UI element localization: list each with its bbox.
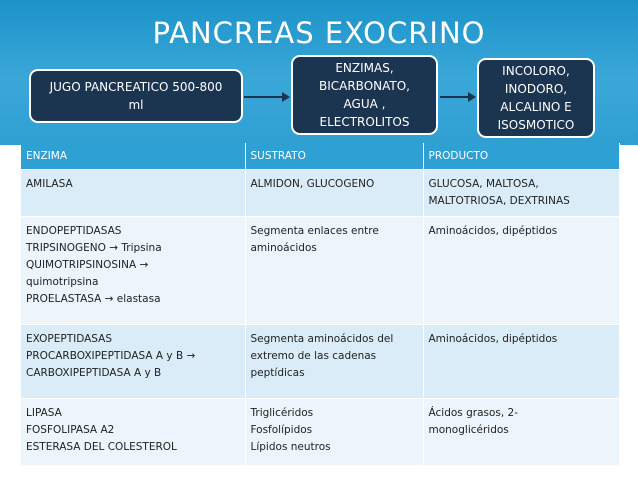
cell-producto	[423, 170, 619, 217]
cell-enzima	[21, 170, 245, 217]
cell-line: monoglicéridos	[428, 424, 509, 436]
incoloro-line-4: ISOSMOTICO	[497, 118, 575, 132]
cell-line: FOSFOLIPASA A2	[26, 424, 115, 436]
cell-line: Segmenta enlaces entre	[250, 225, 379, 237]
cell-line: ALMIDON, GLUCOGENO	[250, 178, 375, 190]
arrow-1	[244, 96, 284, 98]
cell-line: ESTERASA DEL COLESTEROL	[26, 441, 177, 453]
table-row	[21, 170, 619, 217]
cell-line: PROELASTASA → elastasa	[26, 293, 161, 305]
cell-line: Fosfolípidos	[250, 424, 313, 436]
cell-line: LIPASA	[26, 407, 62, 419]
cell-line: QUIMOTRIPSINOSINA →	[26, 259, 149, 271]
cell-line: PROCARBOXIPEPTIDASA A y B →	[26, 350, 196, 362]
incoloro-line-1: INCOLORO,	[502, 64, 570, 78]
incoloro-line-3: ALCALINO E	[500, 100, 572, 114]
jugo-line-2: ml	[128, 98, 144, 112]
cell-producto	[423, 399, 619, 465]
enzimas-line-3: AGUA ,	[343, 97, 386, 111]
cell-line: ENDOPEPTIDASAS	[26, 225, 122, 237]
enzimas-line-4: ELECTROLITOS	[319, 115, 410, 129]
cell-line: peptídicas	[250, 367, 305, 379]
enzimas-box	[291, 55, 438, 135]
table-header-row	[21, 143, 619, 170]
cell-enzima	[21, 217, 245, 325]
incoloro-box	[477, 58, 595, 138]
cell-line: Aminoácidos, dipéptidos	[428, 225, 558, 237]
table-row	[21, 217, 619, 325]
enzimas-line-1: ENZIMAS,	[335, 61, 394, 75]
cell-line: Triglicéridos	[250, 407, 314, 419]
header-producto: PRODUCTO	[423, 143, 619, 170]
cell-line: extremo de las cadenas	[250, 350, 377, 362]
cell-producto	[423, 325, 619, 399]
header-sustrato: SUSTRATO	[245, 143, 423, 170]
cell-line: GLUCOSA, MALTOSA,	[428, 178, 539, 190]
cell-sustrato	[245, 399, 423, 465]
cell-line: EXOPEPTIDASAS	[26, 333, 113, 345]
cell-sustrato	[245, 217, 423, 325]
cell-sustrato	[245, 325, 423, 399]
table-row	[21, 325, 619, 399]
header-enzima: ENZIMA	[21, 143, 245, 170]
cell-line: CARBOXIPEPTIDASA A y B	[26, 367, 162, 379]
table-row	[21, 399, 619, 465]
page-title: PANCREAS EXOCRINO	[152, 16, 486, 50]
cell-line: MALTOTRIOSA, DEXTRINAS	[428, 195, 570, 207]
cell-line: AMILASA	[26, 178, 73, 190]
cell-line: TRIPSINOGENO → Tripsina	[26, 242, 162, 254]
incoloro-line-2: INODORO,	[504, 82, 568, 96]
cell-line: aminoácidos	[250, 242, 317, 254]
enzimas-line-2: BICARBONATO,	[318, 79, 410, 93]
cell-line: Segmenta aminoácidos del	[250, 333, 394, 345]
cell-line: Aminoácidos, dipéptidos	[428, 333, 558, 345]
cell-line: Ácidos grasos, 2-	[428, 407, 519, 419]
cell-producto	[423, 217, 619, 325]
cell-line: quimotripsina	[26, 276, 99, 288]
cell-enzima	[21, 399, 245, 465]
cell-sustrato	[245, 170, 423, 217]
enzyme-table	[21, 143, 620, 465]
arrow-2	[440, 96, 470, 98]
jugo-line-1: JUGO PANCREATICO 500-800	[49, 80, 223, 94]
cell-line: Lípidos neutros	[250, 441, 331, 453]
jugo-pancreatico-box	[29, 69, 243, 123]
cell-enzima	[21, 325, 245, 399]
